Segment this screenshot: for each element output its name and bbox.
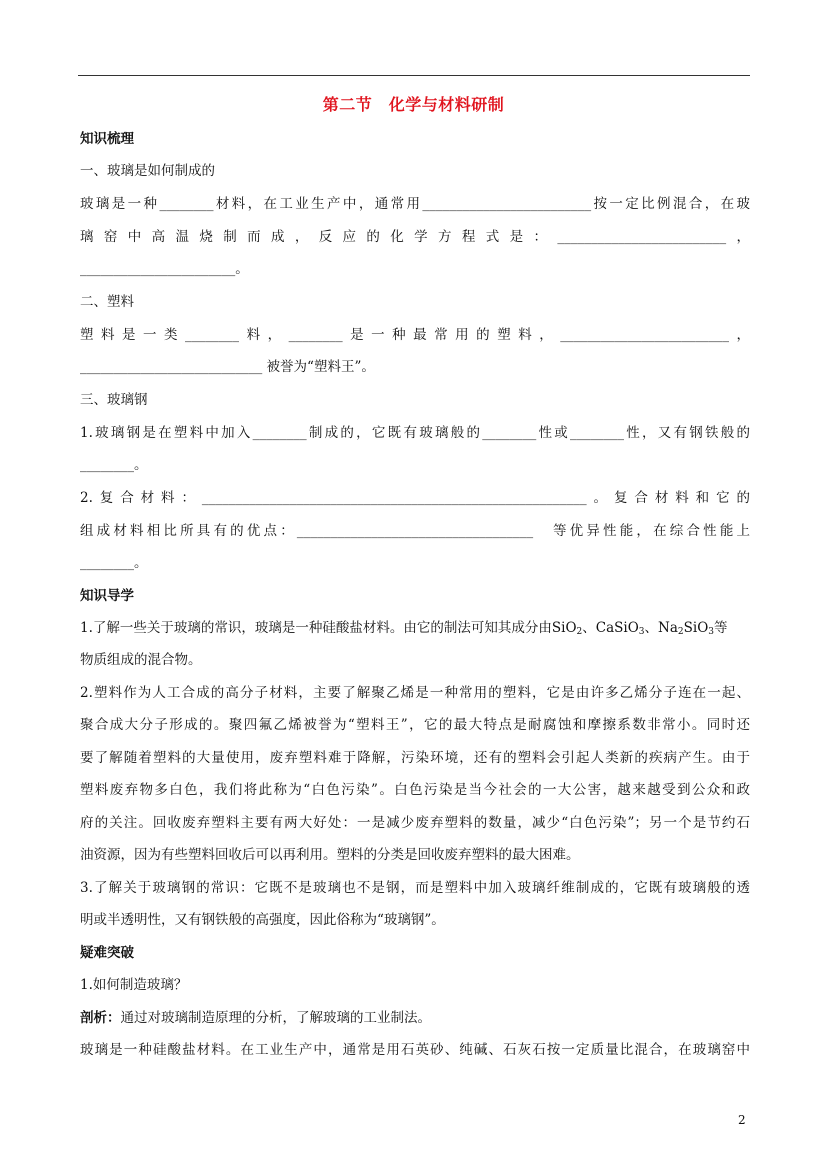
formula-run: CaSiO bbox=[595, 620, 639, 636]
paragraph-line: 玻璃是一种硅酸盐材料。在工业生产中，通常是用石英砂、纯碱、石灰石按一定质量比混合，在玻璃窑中 bbox=[80, 1042, 750, 1058]
paragraph-line: 组成材料相比所具有的优点：___________________________________ 等优异性能，在综合性能上 bbox=[80, 523, 750, 539]
analysis-label: 剖析： bbox=[80, 1010, 121, 1026]
subscript: 2 bbox=[576, 627, 583, 637]
separator: 、 bbox=[644, 620, 659, 636]
paragraph-line: 塑料废弃物多白色，我们将此称为“白色污染”。白色污染是当今社会的一大公害，越来越受到公众和政 bbox=[80, 782, 750, 798]
paragraph-line: 2.复合材料：_________________________________________________________。复合材料和它的 bbox=[80, 490, 750, 506]
header-rule bbox=[78, 75, 750, 76]
section-heading-knowledge-review: 知识梳理 bbox=[80, 131, 134, 147]
text-run: 等 bbox=[714, 620, 728, 636]
page-title: 第二节 化学与材料研制 bbox=[322, 95, 505, 114]
formula-run: SiO bbox=[551, 620, 577, 636]
subscript: 3 bbox=[708, 627, 714, 637]
question-line: 1.如何制造玻璃？ bbox=[80, 977, 188, 993]
paragraph-line: ________。 bbox=[80, 555, 148, 571]
paragraph-line: 物质组成的混合物。 bbox=[80, 652, 202, 668]
paragraph-line: 聚合成大分子形成的。聚四氟乙烯被誉为“塑料王”，它的最大特点是耐腐蚀和摩擦系数非常小。同时还 bbox=[80, 717, 750, 733]
analysis-line bbox=[80, 1009, 750, 1027]
subscript: 2 bbox=[677, 627, 684, 637]
subheading-plastic: 二、塑料 bbox=[80, 294, 134, 310]
page-number: 2 bbox=[738, 1113, 746, 1127]
paragraph-line: 明或半透明性，又有钢铁般的高强度，因此俗称为“玻璃钢”。 bbox=[80, 912, 445, 928]
paragraph-line: _______________________。 bbox=[80, 261, 249, 277]
section-heading-study-guide: 知识导学 bbox=[80, 588, 134, 604]
paragraph-line: 塑料是一类________料，________是一种最常用的塑料，_________________________， bbox=[80, 327, 750, 343]
paragraph-line: 要了解随着塑料的大量使用，废弃塑料难于降解，污染环境，还有的塑料会引起人类新的疾病产生。由于 bbox=[80, 750, 750, 766]
formula-run: SiO bbox=[683, 620, 709, 636]
section-heading-difficulties: 疑难突破 bbox=[80, 945, 134, 961]
paragraph-line: ________。 bbox=[80, 457, 148, 473]
paragraph-line: 璃窑中高温烧制而成，反应的化学方程式是：_________________________， bbox=[80, 229, 750, 245]
paragraph-line: 府的关注。回收废弃塑料主要有两大好处：一是减少废弃塑料的数量，减少“白色污染”；另一个是节约石 bbox=[80, 815, 750, 831]
subheading-fiberglass: 三、玻璃钢 bbox=[80, 392, 148, 408]
formula-run: Na bbox=[658, 620, 678, 636]
paragraph-line: 玻璃是一种________材料，在工业生产中，通常用_________________________按一定比例混合，在玻 bbox=[80, 196, 750, 212]
paragraph-line bbox=[80, 619, 750, 641]
separator: 、 bbox=[582, 620, 596, 636]
paragraph-line: 油资源，因为有些塑料回收后可以再利用。塑料的分类是回收废弃塑料的最大困难。 bbox=[80, 847, 580, 863]
paragraph-line: ___________________________ 被誉为“塑料王”。 bbox=[80, 359, 375, 375]
subheading-glass: 一、玻璃是如何制成的 bbox=[80, 163, 215, 179]
paragraph-line: 2.塑料作为人工合成的高分子材料，主要了解聚乙烯是一种常用的塑料，它是由许多乙烯分子连在一起、 bbox=[80, 685, 750, 701]
paragraph-line: 1.玻璃钢是在塑料中加入________制成的，它既有玻璃般的________性或________性，又有钢铁般的 bbox=[80, 425, 750, 441]
paragraph-line: 3.了解关于玻璃钢的常识：它既不是玻璃也不是钢，而是塑料中加入玻璃纤维制成的，它既有玻璃般的透 bbox=[80, 880, 750, 896]
subscript: 3 bbox=[638, 627, 645, 637]
analysis-text: 通过对玻璃制造原理的分析，了解玻璃的工业制法。 bbox=[120, 1010, 431, 1026]
text-run: 1.了解一些关于玻璃的常识，玻璃是一种硅酸盐材料。由它的制法可知其成分由 bbox=[80, 620, 552, 636]
